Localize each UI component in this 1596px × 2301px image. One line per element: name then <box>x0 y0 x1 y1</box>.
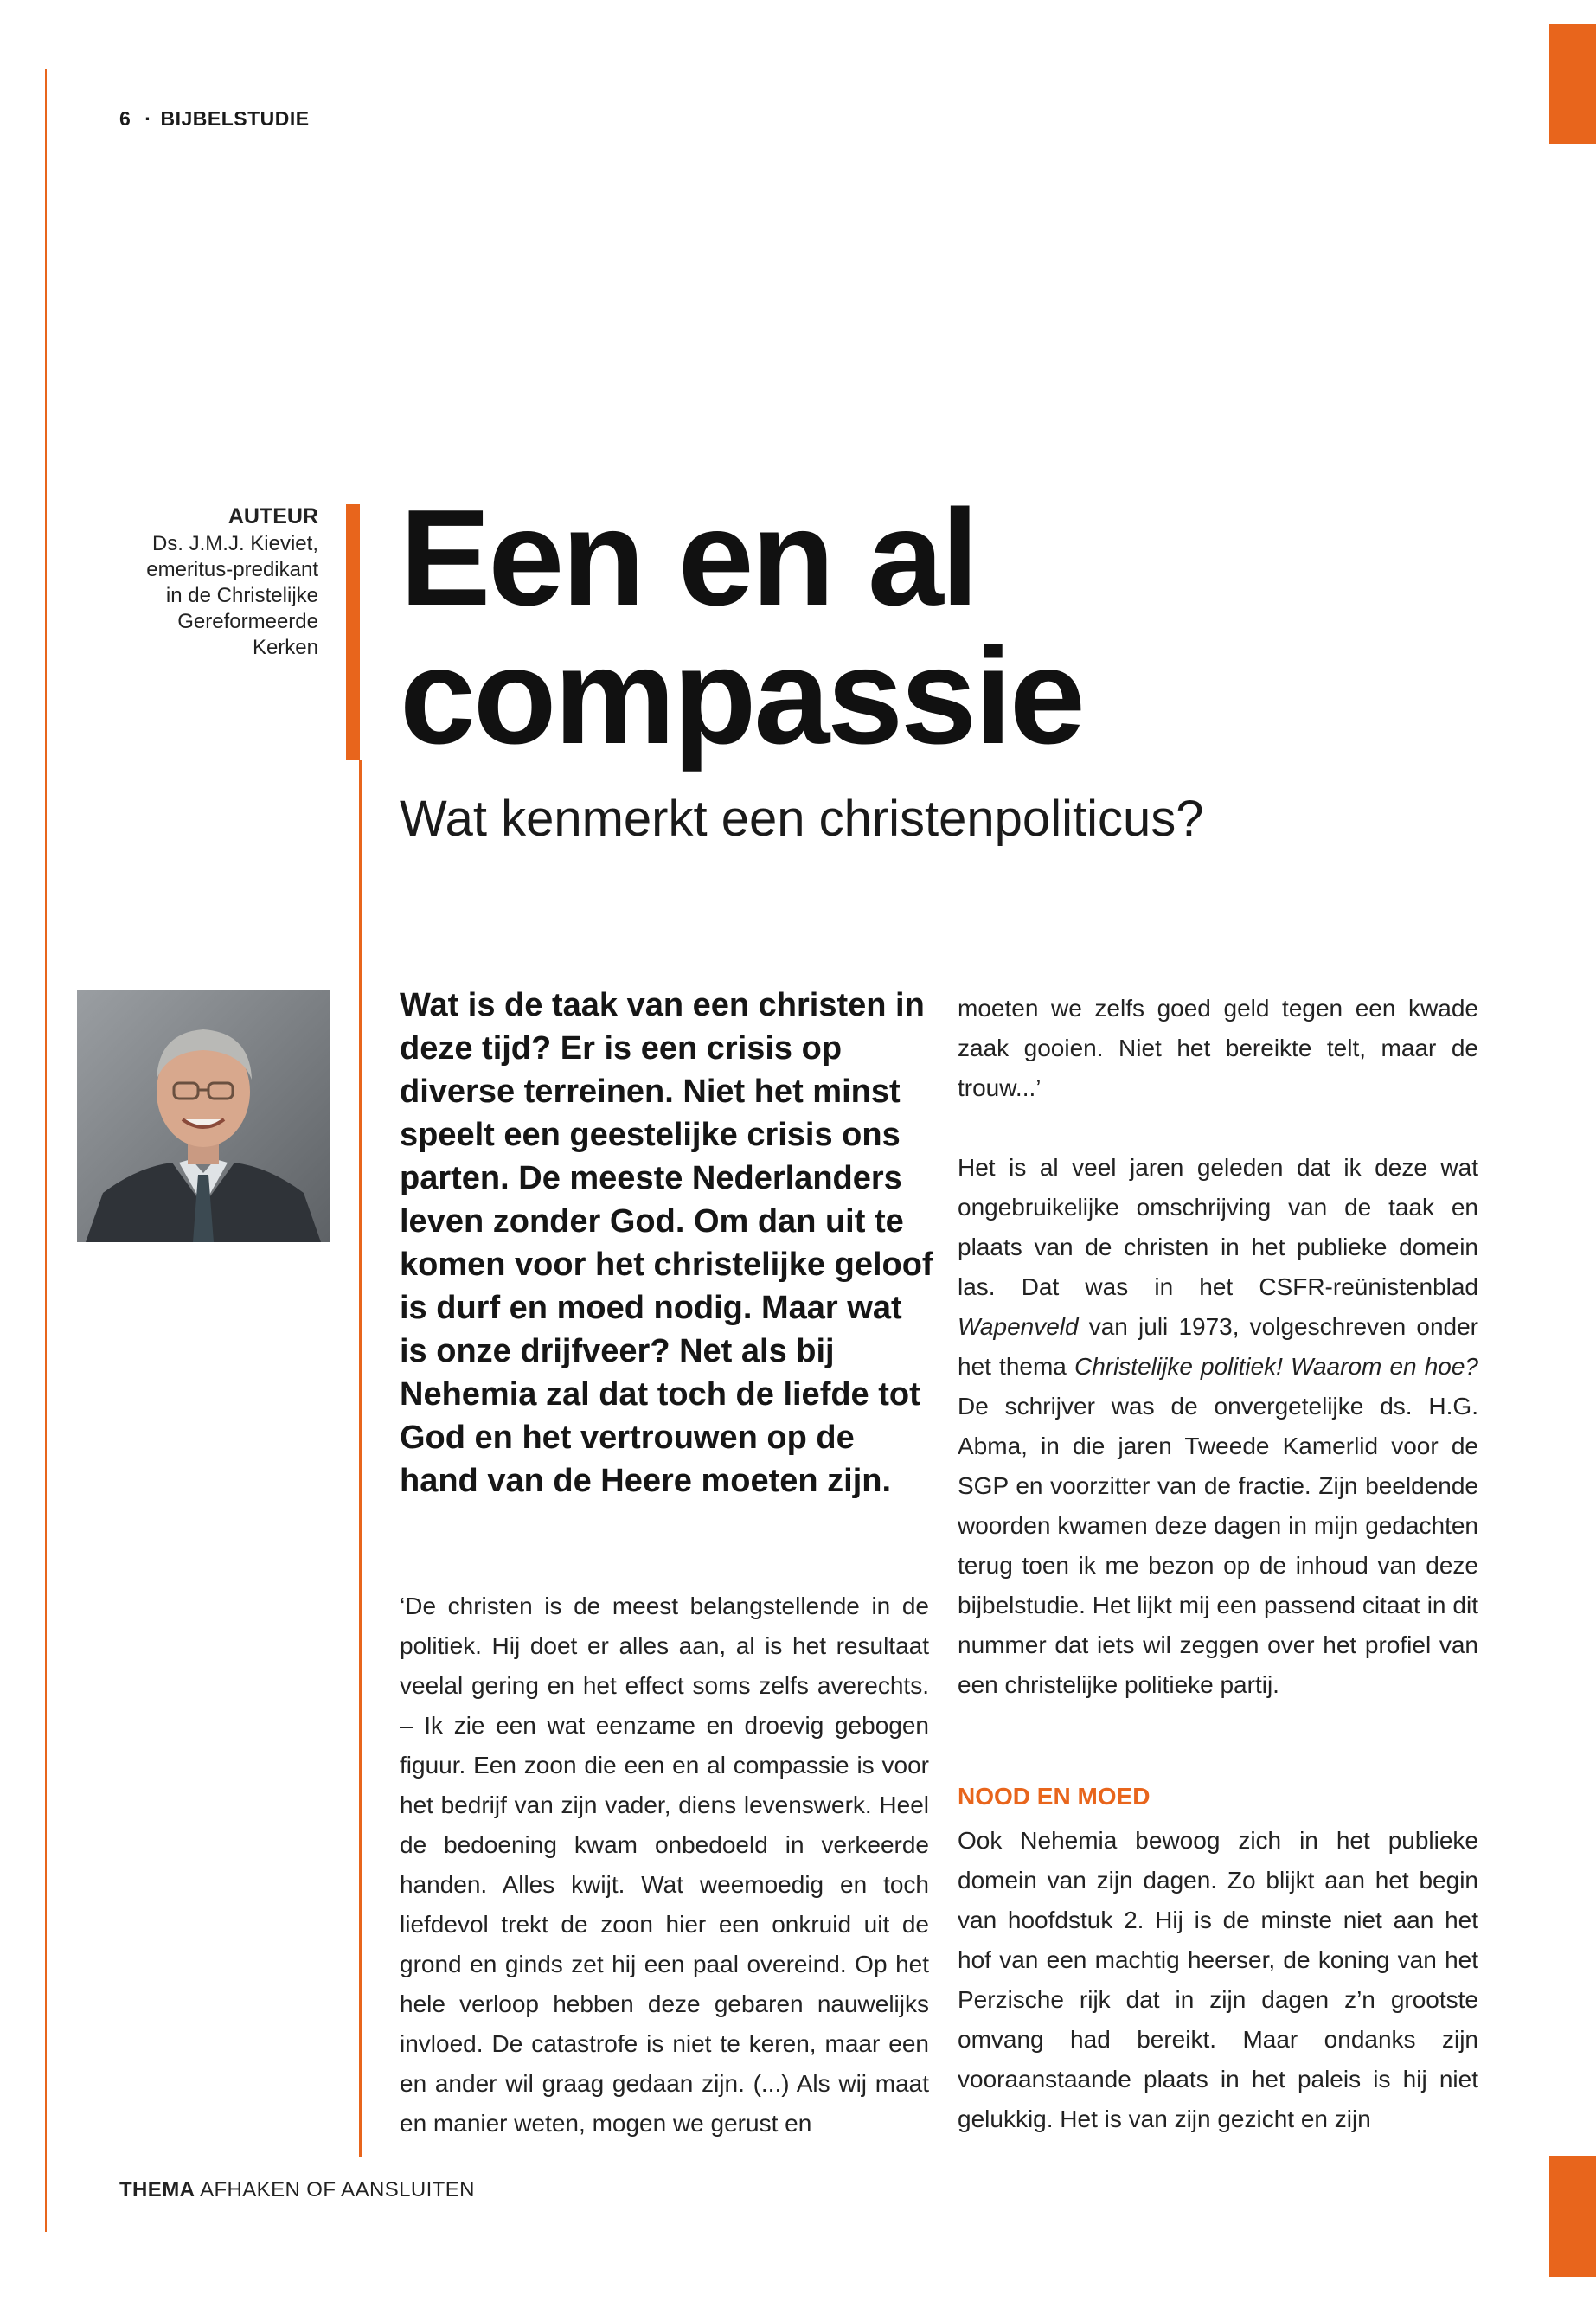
title-line: compassie <box>400 620 1083 772</box>
orange-page-tab-top <box>1549 24 1596 144</box>
author-line: Ds. J.M.J. Kieviet, <box>151 532 318 555</box>
author-box <box>87 502 318 661</box>
author-line: emeritus-predikant <box>146 558 318 581</box>
margin-rule <box>45 69 47 2232</box>
author-line: in de Christelijke <box>165 584 318 607</box>
title-line: Een en al <box>400 482 977 634</box>
author-line: Gereformeerde <box>177 610 318 633</box>
theme-label: THEMA <box>119 2178 195 2202</box>
body-paragraph: ‘De christen is de meest belangstellende in de politiek. Hij doet er alles aan, al is het resultaat veelal gering en het effect soms zelfs averechts. – Ik zie een wat eenzame en droevig gebogen figuur. Een zoon die een en al compassie is voor het bedrijf van zijn vader, diens levenswerk. Heel de bedoening kwam onbedoeld in verkeerde handen. Alles kwijt. Wat weemoedig en toch liefdevol trekt de zoon hier een onkruid uit de grond en ginds zet hij een paal overeind. Op het hele verloop hebben deze gebaren nauwelijks invloed. De catastrofe is niet te keren, maar een en ander wil graag gedaan zijn. (...) Als wij maat en manier weten, mogen we gerust en <box>400 1593 929 2137</box>
article-title <box>400 482 1481 772</box>
author-label: AUTEUR <box>228 504 318 529</box>
theme-title: AFHAKEN OF AANSLUITEN <box>200 2178 475 2202</box>
body-paragraph: moeten we zelfs goed geld tegen een kwade zaak gooien. Niet het bereikte telt, maar de trouw...’ <box>958 995 1478 1101</box>
author-photo <box>77 990 330 1242</box>
page-number: 6 <box>119 107 131 130</box>
text-run: van juli 1973, volgeschreven onder het thema <box>958 1313 1478 1380</box>
title-accent-bar <box>346 504 360 760</box>
section-name: BIJBELSTUDIE <box>160 107 310 130</box>
header-separator: · <box>144 107 152 130</box>
intro-text: Wat is de taak van een christen in deze tijd? Er is een crisis op diverse terreinen. Niet het minst speelt een geestelijke crisis ons parten. De meeste Nederlanders leven zonder God. Om dan uit te komen voor het christelijke geloof is durf en moed nodig. Maar wat is onze drijfveer? Net als bij Nehemia zal dat toch de liefde tot God en het vertrouwen op de hand van de Heere moeten zijn. <box>400 987 933 1499</box>
running-header <box>119 107 310 131</box>
running-footer <box>119 2178 475 2202</box>
orange-page-tab-bottom <box>1549 2156 1596 2277</box>
italic-title: Wapenveld <box>958 1313 1079 1340</box>
body-paragraph <box>958 1148 1478 1705</box>
italic-title: Christelijke politiek! Waarom en hoe? <box>1074 1353 1478 1380</box>
article-subtitle: Wat kenmerkt een christenpoliticus? <box>400 791 1204 847</box>
column-rule <box>359 760 362 2157</box>
portrait-image <box>77 990 330 1242</box>
section-heading: NOOD EN MOED <box>958 1783 1151 1810</box>
author-line: Kerken <box>252 636 318 659</box>
body-paragraph: Ook Nehemia bewoog zich in het publieke domein van zijn dagen. Zo blijkt aan het begin van hoofdstuk 2. Hij is de minste niet aan het hof van een machtig heerser, de koning van het Perzische rijk dat in zijn dagen z’n grootste omvang had bereikt. Maar ondanks zijn vooraanstaande plaats in het paleis is hij niet gelukkig. Het is van zijn gezicht en zijn <box>958 1827 1478 2132</box>
text-run: De schrijver was de onvergetelijke ds. H.G. Abma, in die jaren Tweede Kamerlid voor de SGP en voorzitter van de fractie. Zijn beeldende woorden kwamen deze dagen in mijn gedachten terug toen ik me bezon op de inhoud van deze bijbelstudie. Het lijkt mij een passend citaat in dit nummer dat iets wil zeggen over het profiel van een christelijke politieke partij. <box>958 1393 1478 1698</box>
text-run: Het is al veel jaren geleden dat ik deze wat ongebruikelijke omschrijving van de taak en plaats van de christen in het publieke domein las. Dat was in het CSFR-reünistenblad <box>958 1154 1478 1300</box>
